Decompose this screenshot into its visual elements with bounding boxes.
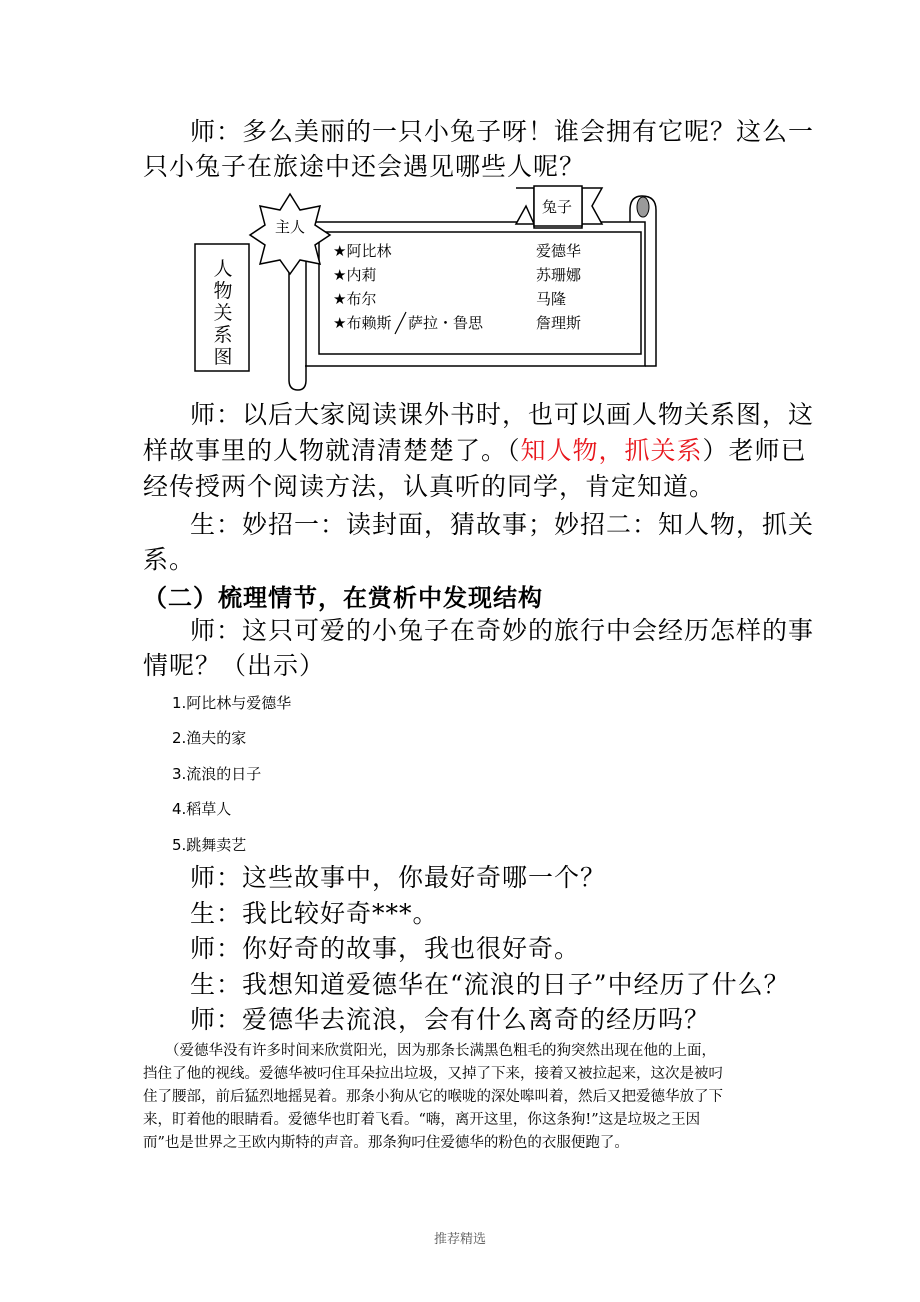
list-item-1: 1.阿比林与爱德华	[172, 694, 292, 712]
left-name-3: ★布尔	[333, 290, 377, 308]
right-name-3: 马隆	[536, 290, 567, 308]
para1-line-2	[143, 434, 807, 468]
owner-label: 主人	[275, 218, 306, 236]
excerpt-line-5: 而”也是世界之王欧内斯特的声音。那条狗叼住爱德华的粉色的衣服便跑了。	[143, 1135, 629, 1151]
intro-line-1: 师：多么美丽的一只小兔子呀！谁会拥有它呢？这么一	[190, 117, 815, 146]
highlight-red: 知人物，抓关系	[520, 436, 703, 465]
right-name-1: 爱德华	[536, 242, 582, 260]
para3-line-1: 师：这只可爱的小兔子在奇妙的旅行中会经历怎样的事	[190, 616, 815, 645]
excerpt-line-4: 来，盯着他的眼睛看。爱德华也盯着飞看。“嗨，离开这里，你这条狗!”这是垃圾之王因	[143, 1112, 701, 1128]
page-footer: 推荐精选	[433, 1232, 486, 1247]
dialogue-line-5: 师：爱德华去流浪，会有什么离奇的经历吗？	[190, 1005, 711, 1034]
dialogue-line-2: 生：我比较好奇***。	[190, 899, 439, 928]
list-item-4: 4.稻草人	[172, 800, 232, 818]
excerpt-line-3: 住了腰部，前后猛烈地摇晃着。那条小狗从它的喉咙的深处嗥叫着，然后又把爱德华放了下	[143, 1089, 723, 1105]
excerpt-paragraph	[143, 1040, 793, 1155]
para2-line-1: 生：妙招一：读封面，猜故事；妙招二：知人物，抓关	[190, 510, 815, 539]
para1-line-1: 师：以后大家阅读课外书时，也可以画人物关系图，这	[190, 400, 815, 429]
left-name-1: ★阿比林	[333, 242, 392, 260]
list-item-5: 5.跳舞卖艺	[172, 836, 247, 854]
dialogue-line-3: 师：你好奇的故事，我也很好奇。	[190, 934, 581, 963]
scroll-handle	[289, 258, 306, 390]
relationship-diagram	[0, 0, 920, 400]
para1-text-a: 样故事里的人物就清清楚楚了。（	[143, 436, 521, 465]
list-item-3: 3.流浪的日子	[172, 765, 262, 783]
excerpt-line-2: 挡住了他的视线。爱德华被叼住耳朵拉出垃圾，又掉了下来，接着又被拉起来，这次是被叼	[143, 1066, 723, 1082]
right-name-4: 詹理斯	[536, 314, 582, 332]
para1-line-3: 经传授两个阅读方法，认真听的同学，肯定知道。	[143, 472, 716, 501]
para1-text-b: ）老师已	[702, 436, 807, 465]
excerpt-line-1: （爱德华没有许多时间来欣赏阳光，因为那条长满黑色粗毛的狗突然出现在他的上面，	[165, 1043, 716, 1059]
right-name-2: 苏珊娜	[536, 266, 582, 284]
vertical-label: 人物关系图	[213, 258, 233, 368]
left-name-2: ★内莉	[333, 266, 377, 284]
dialogue-line-1: 师：这些故事中，你最好奇哪一个？	[190, 863, 607, 892]
intro-line-2: 只小兔子在旅途中还会遇见哪些人呢？	[143, 152, 586, 181]
para3-line-2: 情呢？（出示）	[143, 651, 326, 680]
rabbit-label: 兔子	[542, 198, 573, 216]
left-name-4: ★布赖斯	[333, 314, 392, 332]
sarah-name: 萨拉・鲁思	[408, 314, 484, 332]
dialogue-line-4: 生：我想知道爱德华在“流浪的日子”中经历了什么？	[190, 970, 790, 999]
list-item-2: 2.渔夫的家	[172, 729, 247, 747]
section-heading: （二）梳理情节，在赏析中发现结构	[143, 584, 543, 612]
para2-line-2: 系。	[143, 545, 196, 574]
